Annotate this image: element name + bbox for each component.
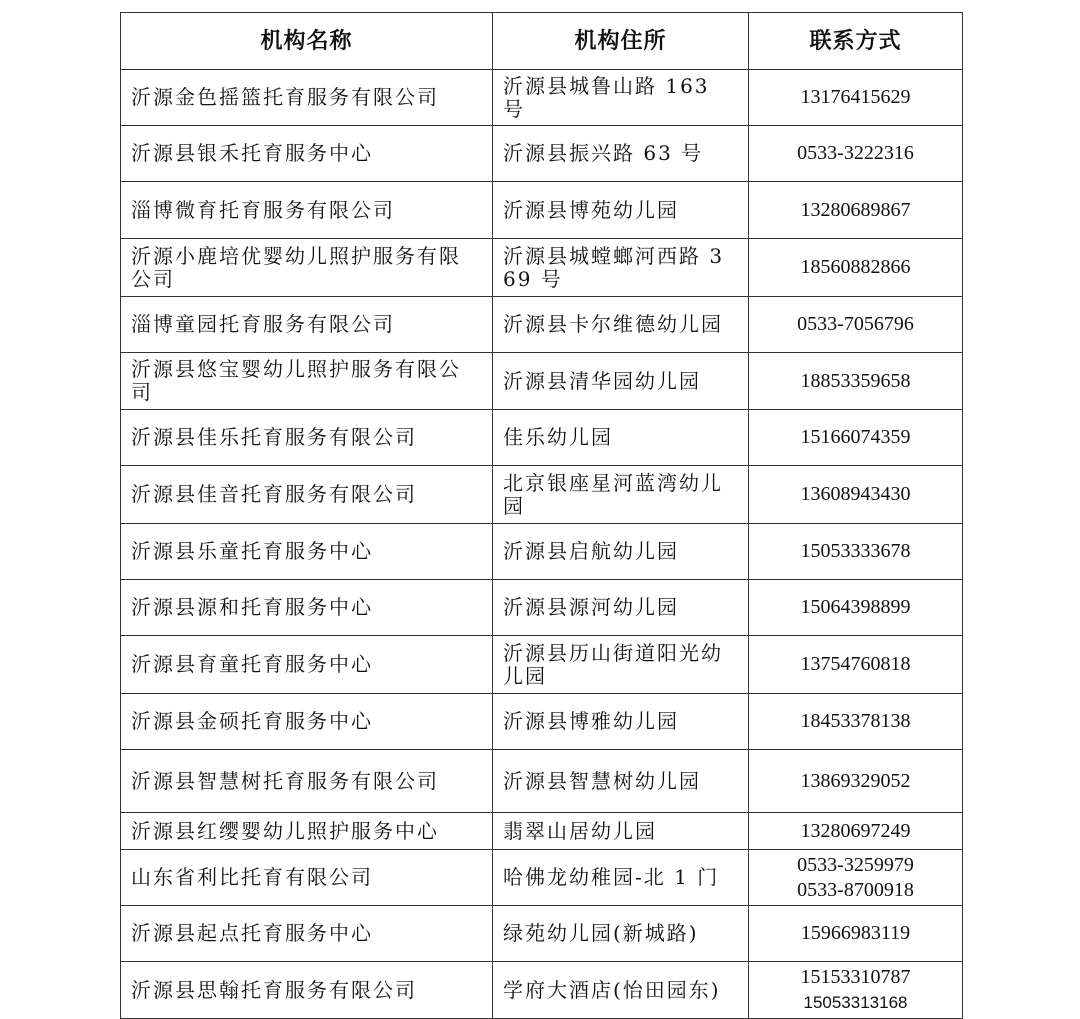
institution-address: 沂源县城鲁山路 163 号 xyxy=(493,70,749,126)
institution-name: 沂源县佳乐托育服务有限公司 xyxy=(121,410,493,466)
contact-phone: 15053333678 xyxy=(749,524,963,580)
table-row xyxy=(121,750,963,813)
contact-phone: 18560882866 xyxy=(749,239,963,297)
header-contact: 联系方式 xyxy=(749,13,963,70)
institution-name: 淄博微育托育服务有限公司 xyxy=(121,182,493,239)
institution-address: 沂源县源河幼儿园 xyxy=(493,580,749,636)
contact-phone: 13280689867 xyxy=(749,182,963,239)
institution-address: 沂源县博苑幼儿园 xyxy=(493,182,749,239)
table-row xyxy=(121,126,963,182)
table-row xyxy=(121,297,963,353)
institution-address: 哈佛龙幼稚园-北 1 门 xyxy=(493,850,749,906)
table-row xyxy=(121,850,963,906)
table-row xyxy=(121,70,963,126)
table-row xyxy=(121,466,963,524)
table-row xyxy=(121,906,963,962)
institution-name: 沂源县金硕托育服务中心 xyxy=(121,694,493,750)
institution-name: 沂源县银禾托育服务中心 xyxy=(121,126,493,182)
institution-address: 沂源县智慧树幼儿园 xyxy=(493,750,749,813)
institution-name: 沂源县起点托育服务中心 xyxy=(121,906,493,962)
table-row xyxy=(121,410,963,466)
institution-name: 沂源县智慧树托育服务有限公司 xyxy=(121,750,493,813)
contact-phone xyxy=(749,850,963,906)
institution-name: 沂源金色摇篮托育服务有限公司 xyxy=(121,70,493,126)
institution-name: 沂源县乐童托育服务中心 xyxy=(121,524,493,580)
institution-name: 沂源小鹿培优婴幼儿照护服务有限公司 xyxy=(121,239,493,297)
institution-address: 沂源县历山街道阳光幼儿园 xyxy=(493,636,749,694)
table-row xyxy=(121,239,963,297)
contact-phone: 13869329052 xyxy=(749,750,963,813)
institution-address: 沂源县振兴路 63 号 xyxy=(493,126,749,182)
contact-phone: 18853359658 xyxy=(749,353,963,410)
table-row xyxy=(121,694,963,750)
contact-phone xyxy=(749,962,963,1019)
contact-phone: 0533-3222316 xyxy=(749,126,963,182)
institution-address: 沂源县博雅幼儿园 xyxy=(493,694,749,750)
contact-phone: 15064398899 xyxy=(749,580,963,636)
contact-phone: 18453378138 xyxy=(749,694,963,750)
institution-name: 沂源县悠宝婴幼儿照护服务有限公司 xyxy=(121,353,493,410)
table-row xyxy=(121,182,963,239)
institution-name: 沂源县育童托育服务中心 xyxy=(121,636,493,694)
contact-phone: 0533-7056796 xyxy=(749,297,963,353)
institution-address: 佳乐幼儿园 xyxy=(493,410,749,466)
header-institution-name: 机构名称 xyxy=(121,13,493,70)
institution-address: 沂源县卡尔维德幼儿园 xyxy=(493,297,749,353)
institution-name: 沂源县思翰托育服务有限公司 xyxy=(121,962,493,1019)
table-row xyxy=(121,353,963,410)
contact-phone-secondary: 15053313168 xyxy=(803,993,908,1012)
table-row xyxy=(121,580,963,636)
contact-phone: 15166074359 xyxy=(749,410,963,466)
institution-name: 沂源县源和托育服务中心 xyxy=(121,580,493,636)
contact-phone-secondary: 0533-8700918 xyxy=(797,878,914,901)
institution-name: 沂源县佳音托育服务有限公司 xyxy=(121,466,493,524)
institution-address: 绿苑幼儿园(新城路) xyxy=(493,906,749,962)
institution-table xyxy=(120,12,963,1019)
institution-address: 沂源县清华园幼儿园 xyxy=(493,353,749,410)
institution-address: 学府大酒店(怡田园东) xyxy=(493,962,749,1019)
table-row xyxy=(121,524,963,580)
header-institution-address: 机构住所 xyxy=(493,13,749,70)
contact-phone-primary: 0533-3259979 xyxy=(797,853,914,876)
institution-name: 沂源县红缨婴幼儿照护服务中心 xyxy=(121,813,493,850)
institution-address: 翡翠山居幼儿园 xyxy=(493,813,749,850)
contact-phone: 15966983119 xyxy=(749,906,963,962)
contact-phone-primary: 15153310787 xyxy=(800,966,911,988)
institution-address: 北京银座星河蓝湾幼儿园 xyxy=(493,466,749,524)
institution-name: 山东省利比托育有限公司 xyxy=(121,850,493,906)
contact-phone: 13176415629 xyxy=(749,70,963,126)
table-row xyxy=(121,813,963,850)
contact-phone: 13280697249 xyxy=(749,813,963,850)
table-row xyxy=(121,962,963,1019)
contact-phone: 13608943430 xyxy=(749,466,963,524)
institution-address: 沂源县城螳螂河西路 369 号 xyxy=(493,239,749,297)
table-row xyxy=(121,636,963,694)
institution-address: 沂源县启航幼儿园 xyxy=(493,524,749,580)
table-header-row xyxy=(121,13,963,70)
institution-name: 淄博童园托育服务有限公司 xyxy=(121,297,493,353)
contact-phone: 13754760818 xyxy=(749,636,963,694)
